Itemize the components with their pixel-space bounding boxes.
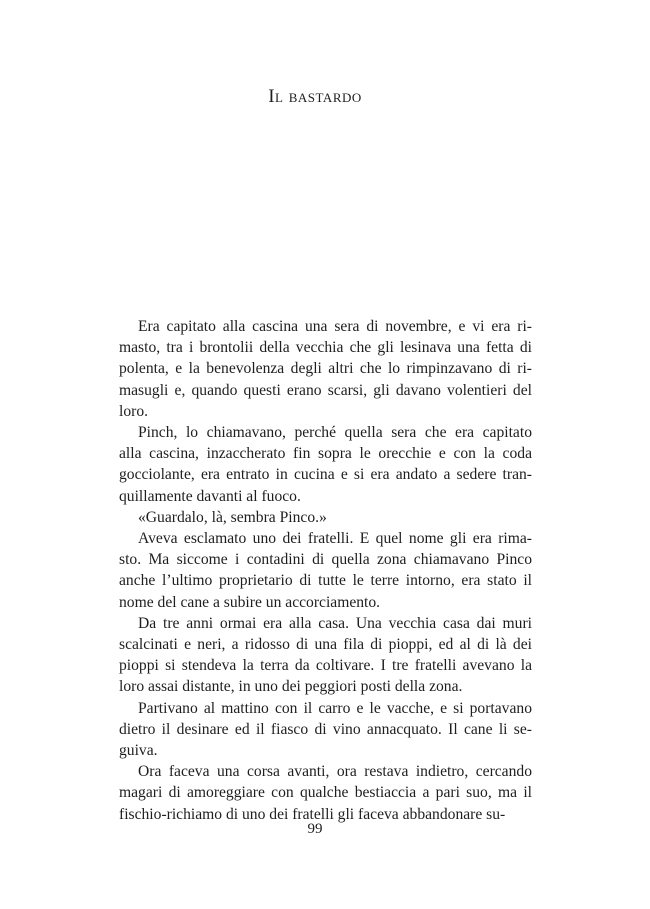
paragraph bbox=[100, 761, 532, 825]
body-text bbox=[100, 316, 532, 825]
text-line: Da tre anni ormai era alla casa. Una vecchia casa dai muri bbox=[138, 614, 532, 632]
page-number: 99 bbox=[307, 821, 323, 837]
text-line: fischio-richiamo di uno dei fratelli gli faceva abbandonare su- bbox=[119, 805, 506, 823]
text-line: masugli e, quando questi erano scarsi, gli davano volentieri del bbox=[119, 381, 532, 399]
text-line: Partivano al mattino con il carro e le vacche, e si portavano bbox=[138, 699, 532, 717]
text-line: masto, tra i brontolii della vecchia che gli lesinava una fetta di bbox=[119, 339, 532, 357]
text-line: loro. bbox=[119, 402, 149, 420]
text-line: sto. Ma siccome i contadini di quella zona chiamavano Pinco bbox=[119, 551, 532, 569]
paragraph bbox=[100, 316, 532, 422]
text-line: Pinch, lo chiamavano, perché quella sera che era capitato bbox=[138, 424, 532, 442]
paragraph bbox=[100, 507, 532, 528]
paragraph bbox=[100, 698, 532, 762]
paragraph bbox=[100, 528, 532, 613]
text-line: guiva. bbox=[119, 742, 158, 760]
paragraph bbox=[100, 613, 532, 698]
text-line: alla cascina, inzaccherato fin sopra le orecchie e con la coda bbox=[119, 445, 532, 463]
chapter-title: Il bastardo bbox=[268, 86, 362, 107]
text-line: dietro il desinare ed il fiasco di vino annacquato. Il cane li se- bbox=[119, 720, 532, 738]
text-line: «Guardalo, là, sembra Pinco.» bbox=[138, 508, 327, 526]
text-line: scalcinati e neri, a ridosso di una fila di pioppi, ed al di là dei bbox=[119, 636, 532, 654]
text-line: Era capitato alla cascina una sera di novembre, e vi era ri- bbox=[138, 318, 532, 335]
text-line: loro assai distante, in uno dei peggiori posti della zona. bbox=[119, 678, 463, 696]
text-line: anche l’ultimo proprietario di tutte le terre intorno, era stato il bbox=[119, 572, 532, 590]
text-line: pioppi si stendeva la terra da coltivare. I tre fratelli avevano la bbox=[119, 657, 532, 675]
text-line: gocciolante, era entrato in cucina e si era andato a sedere tran- bbox=[119, 466, 532, 484]
text-line: magari di amoreggiare con qualche bestiaccia a pari suo, ma il bbox=[119, 784, 532, 802]
text-line: Ora faceva una corsa avanti, ora restava indietro, cercando bbox=[138, 763, 532, 781]
text-line: quillamente davanti al fuoco. bbox=[119, 487, 301, 505]
text-line: Aveva esclamato uno dei fratelli. E quel nome gli era rima- bbox=[138, 530, 532, 548]
text-line: nome del cane a subire un accorciamento. bbox=[119, 593, 381, 611]
paragraph bbox=[100, 422, 532, 507]
text-line: polenta, e la benevolenza degli altri che lo rimpinzavano di ri- bbox=[119, 360, 532, 378]
